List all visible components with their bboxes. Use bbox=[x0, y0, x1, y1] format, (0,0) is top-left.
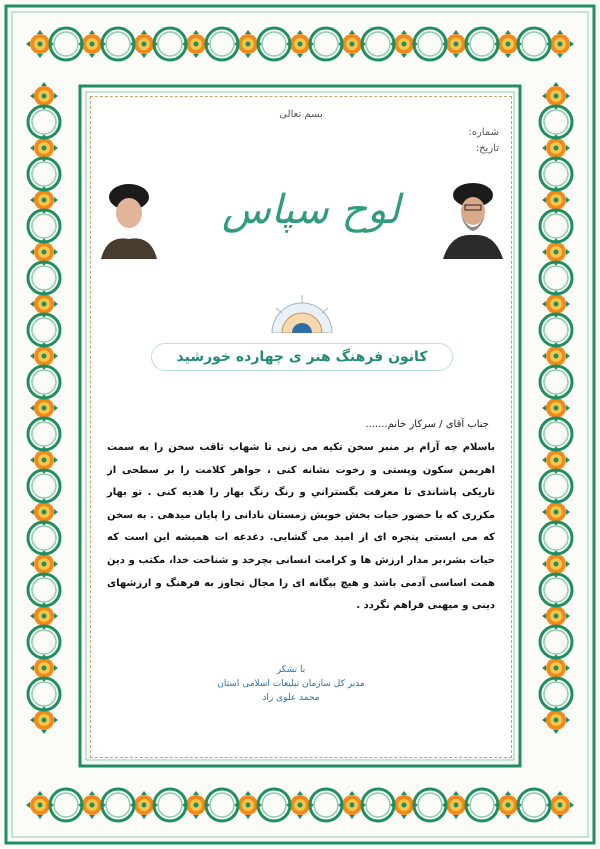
portrait-right bbox=[441, 177, 505, 259]
border-knot-icon bbox=[28, 574, 60, 606]
border-knot-icon bbox=[362, 789, 394, 821]
border-knot-icon bbox=[28, 158, 60, 190]
border-knot-icon bbox=[28, 106, 60, 138]
border-knot-icon bbox=[50, 789, 82, 821]
border-knot-icon bbox=[518, 28, 550, 60]
border-knot-icon bbox=[518, 789, 550, 821]
border-knot-icon bbox=[28, 626, 60, 658]
signature-thanks: با تشکر bbox=[276, 665, 306, 675]
date-label: تاریخ: bbox=[475, 143, 499, 154]
border-knot-icon bbox=[414, 28, 446, 60]
border-knot-icon bbox=[540, 574, 572, 606]
border-knot-icon bbox=[28, 210, 60, 242]
portrait-left bbox=[97, 177, 161, 259]
border-knot-icon bbox=[362, 28, 394, 60]
certificate-body bbox=[90, 96, 512, 758]
border-knot-icon bbox=[540, 626, 572, 658]
border-knot-icon bbox=[310, 789, 342, 821]
border-knot-icon bbox=[540, 678, 572, 710]
border-knot-icon bbox=[540, 418, 572, 450]
border-knot-icon bbox=[102, 28, 134, 60]
border-knot-icon bbox=[466, 28, 498, 60]
number-label: شماره: bbox=[468, 127, 499, 138]
bismillah: بسم تعالی bbox=[279, 109, 323, 120]
border-knot-icon bbox=[28, 262, 60, 294]
border-knot-icon bbox=[258, 28, 290, 60]
border-knot-icon bbox=[206, 28, 238, 60]
signature-position: مدیر کل سازمان تبلیغات اسلامی استان bbox=[217, 679, 365, 689]
border-knot-icon bbox=[28, 366, 60, 398]
border-knot-icon bbox=[540, 366, 572, 398]
border-knot-icon bbox=[540, 470, 572, 502]
border-knot-icon bbox=[540, 210, 572, 242]
border-knot-icon bbox=[540, 314, 572, 346]
border-knot-icon bbox=[154, 28, 186, 60]
border-knot-icon bbox=[206, 789, 238, 821]
organization-name: کانون فرهنگ هنر ی چهارده خورشید bbox=[151, 343, 453, 371]
signature-block bbox=[211, 663, 371, 705]
certificate-title: لوح سپاس bbox=[222, 187, 400, 233]
signature-name: محمد علوی راد bbox=[262, 693, 320, 703]
border-knot-icon bbox=[28, 314, 60, 346]
border-knot-icon bbox=[28, 522, 60, 554]
border-knot-icon bbox=[540, 522, 572, 554]
border-knot-icon bbox=[102, 789, 134, 821]
border-knot-icon bbox=[154, 789, 186, 821]
salutation: جناب آقای / سرکار خانم....... bbox=[365, 419, 489, 430]
border-knot-icon bbox=[540, 158, 572, 190]
ornament-medallion bbox=[267, 273, 337, 333]
border-knot-icon bbox=[28, 678, 60, 710]
border-knot-icon bbox=[28, 470, 60, 502]
border-knot-icon bbox=[414, 789, 446, 821]
border-knot-icon bbox=[540, 262, 572, 294]
body-text: باسلام چه آرام بر منبر سخن تکیه می زنی تا شهاب ثاقب سخن را به سمت اهریمن سکون وپستی و رخوت نشانه کنی ، جواهر کلامت را بر سطحی از تاریکی پاشاندی تا معرفت بگستراني و رنگ رنگ بهار را هدیه کنی . تو بهار مکرری که با حضور حیات بخش خویش زمستان نادانی را پایان میدهی . به سخن که می ایستی پنجره ای از امید می گشایی. دغدغه ات همیشه این است که حیات بشر،بر مدار ارزش ها و کرامت انسانی بچرخد و شناخت خدا، مکتب و دین همت اساسی آدمی باشد و هیچ بیگانه ای را مجال تجاوز به فرهنگ و ارزشهای دینی و میهنی فراهم نگردد . bbox=[107, 442, 495, 612]
border-knot-icon bbox=[50, 28, 82, 60]
border-knot-icon bbox=[258, 789, 290, 821]
border-knot-icon bbox=[28, 418, 60, 450]
number-date-block bbox=[468, 125, 499, 157]
border-knot-icon bbox=[540, 106, 572, 138]
border-knot-icon bbox=[310, 28, 342, 60]
border-knot-icon bbox=[466, 789, 498, 821]
